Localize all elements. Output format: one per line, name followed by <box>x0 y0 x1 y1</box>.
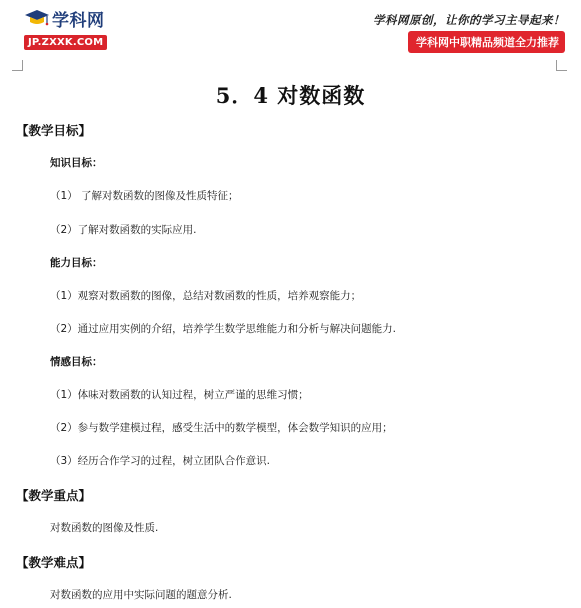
logo-name: 学科网 <box>52 10 105 31</box>
subheading-ability: 能力目标： <box>50 257 103 269</box>
list-item: （3）经历合作学习的过程，树立团队合作意识. <box>50 455 271 467</box>
page-title: 5．4 对数函数 <box>215 83 366 108</box>
section-heading-key-points: 【教学重点】 <box>16 488 92 503</box>
page-corner-mark-right <box>556 60 567 71</box>
list-item: （2）了解对数函数的实际应用. <box>50 224 197 236</box>
section-heading-difficulties: 【教学难点】 <box>16 555 92 570</box>
section-heading-goals: 【教学目标】 <box>16 123 92 138</box>
list-item: （1）观察对数函数的图像，总结对数函数的性质，培养观察能力； <box>50 290 362 302</box>
logo-url: JP.ZXXK.COM <box>24 35 107 50</box>
header-ad-banner[interactable]: 学科网中职精品频道全力推荐 <box>408 31 565 53</box>
site-logo[interactable] <box>24 6 124 52</box>
subheading-emotion: 情感目标： <box>50 356 103 368</box>
difficulties-text: 对数函数的应用中实际问题的题意分析. <box>50 589 232 601</box>
key-points-text: 对数函数的图像及性质. <box>50 522 159 534</box>
subheading-knowledge: 知识目标： <box>50 157 103 169</box>
graduation-cap-icon <box>24 8 50 28</box>
list-item: （1） 了解对数函数的图像及性质特征； <box>50 190 239 202</box>
list-item: （2）参与数学建模过程，感受生活中的数学模型，体会数学知识的应用； <box>50 422 393 434</box>
header-slogan: 学科网原创，让你的学习主导起来！ <box>373 13 565 27</box>
page-corner-mark-left <box>12 60 23 71</box>
list-item: （1）体味对数函数的认知过程，树立严谨的思维习惯； <box>50 389 309 401</box>
list-item: （2）通过应用实例的介绍，培养学生数学思维能力和分析与解决问题能力. <box>50 323 397 335</box>
